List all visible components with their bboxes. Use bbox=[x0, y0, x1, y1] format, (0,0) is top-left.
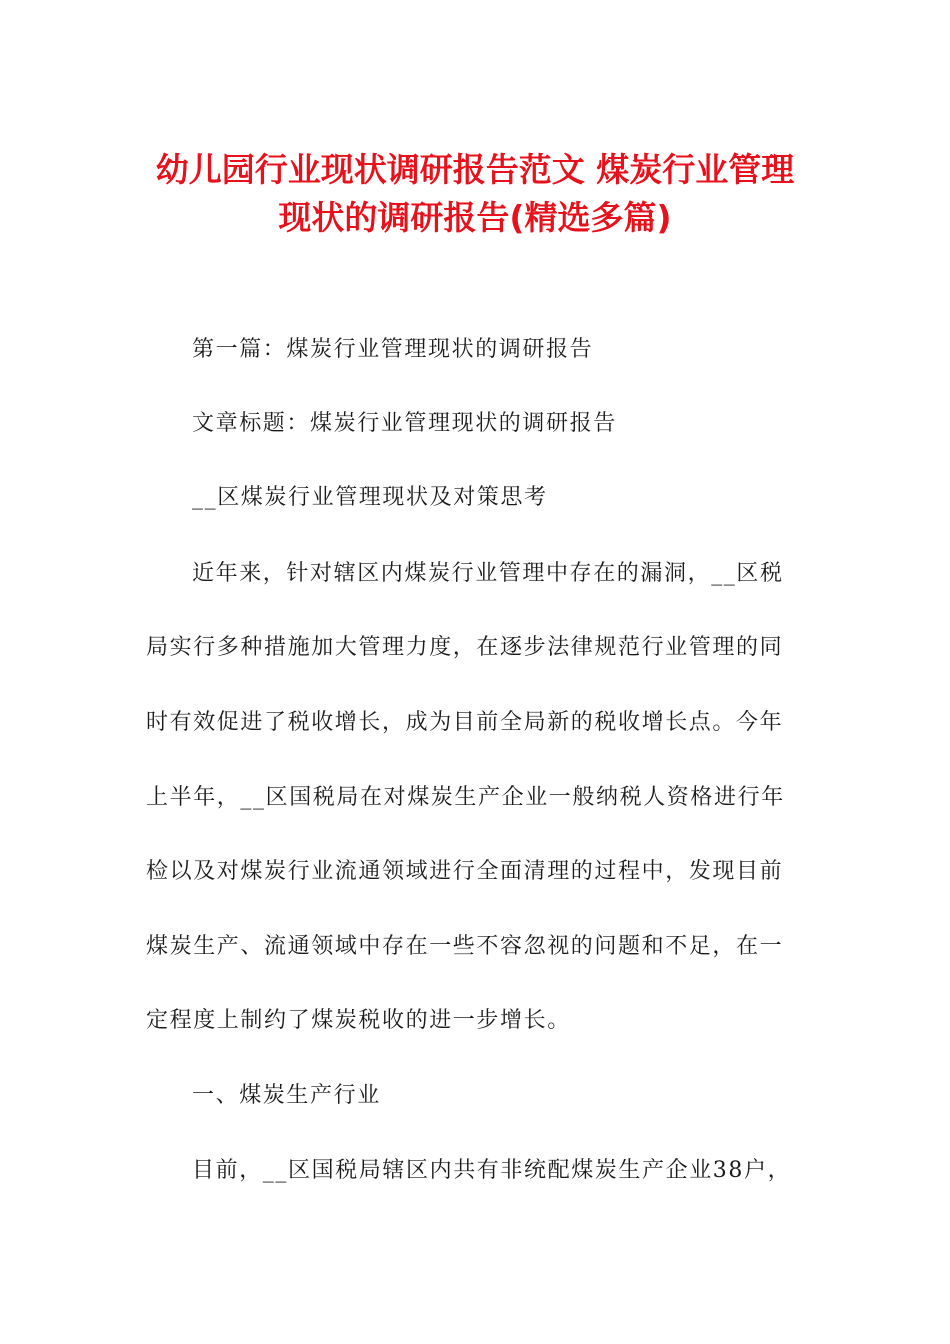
paragraph-line: 近年来，针对辖区内煤炭行业管理中存在的漏洞，__区税 bbox=[192, 561, 784, 586]
paragraph-line: 目前，__区国税局辖区内共有非统配煤炭生产企业38户， bbox=[192, 1158, 792, 1183]
document-title-line-2: 现状的调研报告(精选多篇) bbox=[278, 198, 672, 237]
paragraph-line: 局实行多种措施加大管理力度，在逐步法律规范行业管理的同 bbox=[146, 635, 784, 660]
paragraph-line: 上半年，__区国税局在对煤炭生产企业一般纳税人资格进行年 bbox=[146, 785, 785, 810]
paragraph-line: 煤炭生产、流通领域中存在一些不容忽视的问题和不足，在一 bbox=[146, 934, 784, 959]
paragraph-line: 检以及对煤炭行业流通领域进行全面清理的过程中，发现目前 bbox=[146, 859, 784, 884]
section-heading-coal-production: 一、煤炭生产行业 bbox=[192, 1083, 381, 1108]
article-subtitle: __区煤炭行业管理现状及对策思考 bbox=[192, 485, 548, 510]
article-title-line: 文章标题：煤炭行业管理现状的调研报告 bbox=[192, 411, 617, 436]
paragraph-line: 时有效促进了税收增长，成为目前全局新的税收增长点。今年 bbox=[146, 710, 784, 735]
document-title-line-1: 幼儿园行业现状调研报告范文 煤炭行业管理 bbox=[155, 150, 795, 189]
section-heading-part-one: 第一篇：煤炭行业管理现状的调研报告 bbox=[192, 337, 594, 362]
paragraph-line: 定程度上制约了煤炭税收的进一步增长。 bbox=[146, 1008, 571, 1033]
